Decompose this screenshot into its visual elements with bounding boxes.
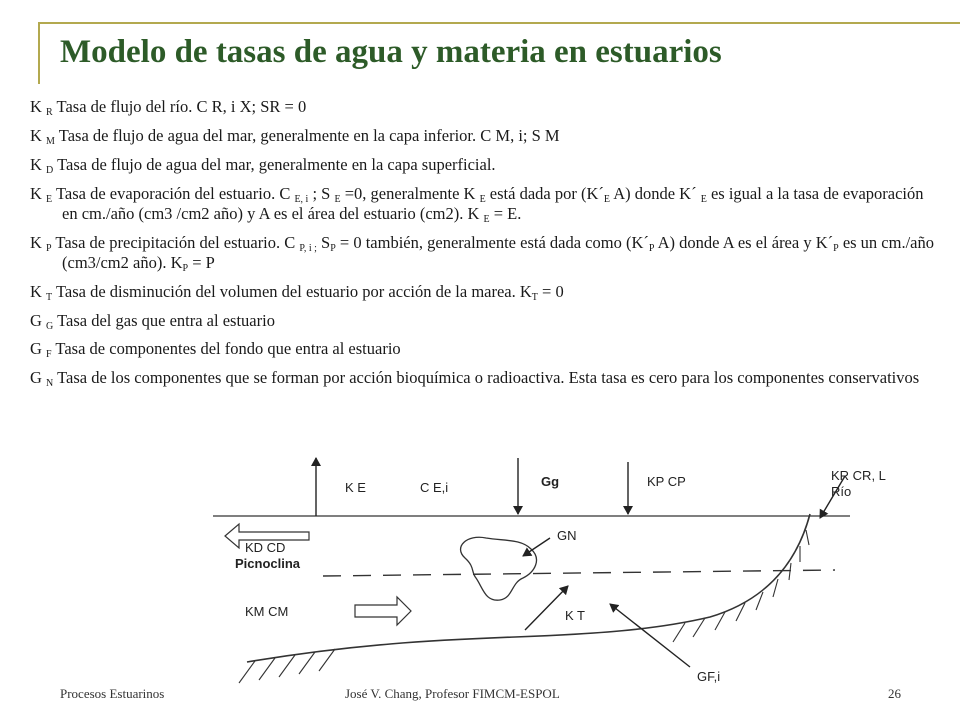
label-gn: GN [557, 528, 577, 543]
definition-gg: G $_G$ Tasa del gas que entra al estuario [30, 310, 275, 332]
definition-kr: K $_R$ Tasa de flujo del río. C R, i X; SR = 0 [30, 97, 307, 118]
definitions-list [30, 97, 935, 397]
label-kr: KR CR, L [831, 468, 886, 483]
label-kt: K T [565, 608, 585, 623]
label-rio: Río [831, 484, 852, 499]
footer-page-number: 26 [888, 686, 901, 701]
km-flow-arrow [355, 597, 411, 625]
definition-kp: K $_P$ Tasa de precipitación del estuario. C $_{P, i ;}$ $S_P = 0$ también, generalmente está dada como ($K´_P$ A) donde A es el área y $K´_P$ es un cm./año (cm3/cm2 año). $K_P = P$ [30, 232, 934, 274]
estuary-diagram [205, 452, 905, 720]
label-kpcp: KP CP [647, 474, 686, 489]
label-gg: Gg [541, 474, 560, 489]
slide-frame-top-rule [38, 22, 960, 24]
definition-kd: K $_D$ Tasa de flujo de agua del mar, generalmente en la capa superficial. [30, 154, 496, 176]
estuary-bottom-profile [247, 514, 810, 662]
label-ke: K E [345, 480, 366, 495]
label-kmcm: KM CM [245, 604, 289, 619]
label-kdcd: KD CD [245, 540, 286, 555]
gn-blob [461, 537, 537, 600]
bottom-hatching [239, 530, 809, 683]
definition-gn: G $_N$ Tasa de los componentes que se forman por acción bioquímica o radioactiva. Esta tasa es cero para los componentes conservativos [30, 368, 920, 390]
slide-frame-left-rule [38, 22, 40, 84]
definition-ke: K $_E$ Tasa de evaporación del estuario. C $_{E, i}$ ; S $_E$ =0, generalmente K $_E$ está dada por ($K´_E$ A) donde K´ $_E$ es igual a la tasa de evaporación en cm./año (cm3 /cm2 año) y A es el área del estuario (cm2). K $_E$ = E. [30, 183, 924, 225]
picnoclina-dashed-line [323, 570, 835, 576]
gf-arrow [610, 604, 690, 667]
definition-kt: K $_T$ Tasa de disminución del volumen del estuario por acción de la marea. $K_T = 0$ [30, 281, 564, 303]
footer-course-name: Procesos Estuarinos [60, 686, 165, 701]
label-picnoclina: Picnoclina [235, 556, 301, 571]
definition-km: K $_M$ Tasa de flujo de agua del mar, generalmente en la capa inferior. C M, i; S M [30, 125, 560, 147]
label-gf: GF,i [697, 669, 721, 684]
kt-arrow [525, 586, 568, 630]
gn-arrow [523, 538, 550, 556]
footer-author: José V. Chang, Profesor FIMCM-ESPOL [345, 686, 560, 701]
slide-title: Modelo de tasas de agua y materia en estuarios [60, 34, 722, 70]
label-ce: C E,i [420, 480, 449, 495]
definition-gf: G $_F$ Tasa de componentes del fondo que entra al estuario [30, 339, 401, 361]
